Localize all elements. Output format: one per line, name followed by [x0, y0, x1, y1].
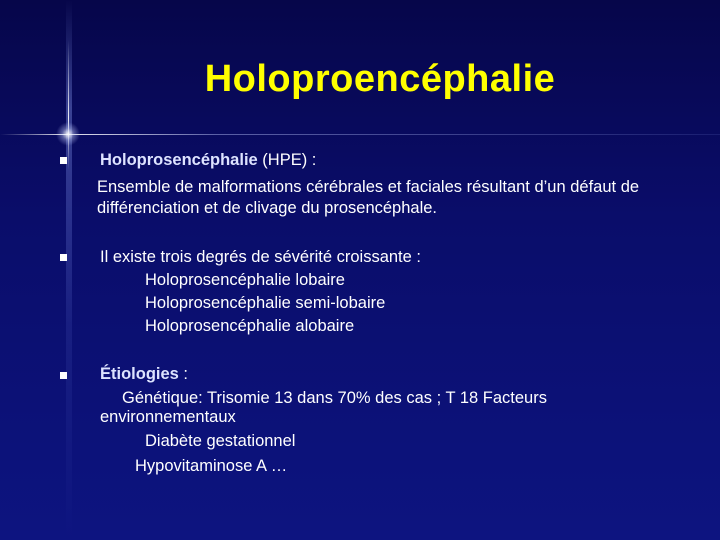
lens-flare — [56, 122, 80, 146]
bullet-2-item-2: Holoprosencéphalie semi-lobaire — [145, 294, 386, 312]
bullet-1-suffix: (HPE) : — [257, 151, 317, 169]
bullet-3-item-1: Diabète gestationnel — [145, 432, 296, 450]
light-line-horizontal — [0, 134, 720, 135]
bullet-marker-3 — [60, 372, 67, 379]
bullet-1-heading — [100, 150, 316, 171]
bullet-2-heading: Il existe trois degrés de sévérité croissante : — [100, 248, 421, 266]
bullet-3-heading — [100, 364, 188, 385]
bullet-marker-2 — [60, 254, 67, 261]
bullet-1-body: Ensemble de malformations cérébrales et faciales résultant d’un défaut de différenciation et de clivage du prosencéphale. — [97, 178, 640, 217]
bullet-2-item-1: Holoprosencéphalie lobaire — [145, 271, 345, 289]
bullet-1-lead: Holoprosencéphalie — [100, 151, 258, 169]
bullet-3-lead: Étiologies — [100, 365, 179, 383]
slide-title: Holoproencéphalie — [204, 58, 556, 100]
bullet-3-suffix: : — [178, 365, 189, 383]
bullet-marker-1 — [60, 157, 67, 164]
bullet-2-item-3: Holoprosencéphalie alobaire — [145, 317, 355, 335]
bullet-3-line-1: Génétique: Trisomie 13 dans 70% des cas ; T 18 Facteurs environnementaux — [100, 389, 547, 426]
bullet-3-item-2: Hypovitaminose A … — [135, 457, 288, 475]
